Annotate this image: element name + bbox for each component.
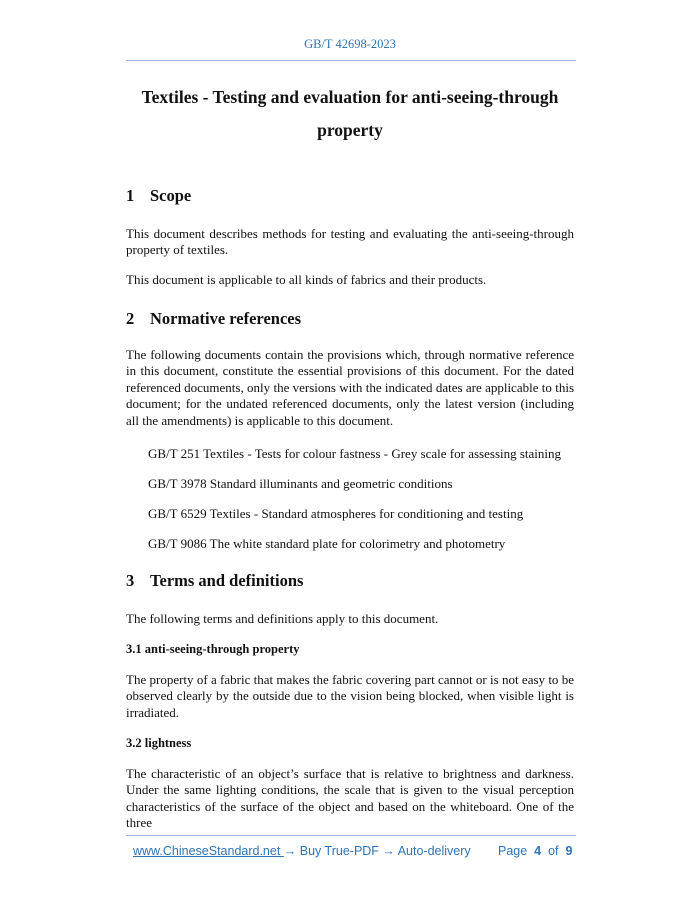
term-heading: 3.2 lightness [126, 736, 192, 750]
header-doc-code: GB/T 42698-2023 [304, 37, 396, 51]
paragraph: This document describes methods for testing and evaluating the anti-seeing-through property of textiles. [126, 226, 574, 258]
term-heading: 3.1 anti-seeing-through property [126, 642, 300, 656]
section-title: Terms and definitions [150, 571, 304, 590]
term-definition: The property of a fabric that makes the fabric covering part cannot or is not easy to be observed clearly by the outside due to the vision being blocked, when visible light is irradiated. [126, 672, 574, 720]
section-heading-terms [126, 571, 574, 591]
page-label: Page [498, 844, 528, 858]
total-pages: 9 [565, 844, 573, 858]
section-heading-normative-references [126, 309, 574, 329]
website-link[interactable]: www.ChineseStandard.net [133, 844, 284, 858]
section-number: 1 [126, 186, 135, 205]
current-page: 4 [534, 844, 542, 858]
footer-promo [133, 844, 471, 858]
section-number: 2 [126, 309, 135, 328]
footer-divider [126, 835, 576, 836]
paragraph: The following terms and definitions apply to this document. [126, 611, 439, 626]
term-definition: The characteristic of an object’s surface that is relative to brightness and darkness. Under the same lighting conditions, the scale that is given to the visual perception characteristics of the surface of the object and based on the whiteboard. One of the three [126, 766, 574, 831]
paragraph: The following documents contain the provisions which, through normative reference in this document, constitute the essential provisions of this document. For the dated referenced documents, only the versions with the indicated dates are applicable to this document; for the undated referenced documents, only the latest version (including all the amendments) is applicable to this document. [126, 347, 574, 428]
section-number: 3 [126, 571, 135, 590]
section-heading-scope [126, 186, 574, 206]
footer-promo-text: → Buy True-PDF → Auto-delivery [283, 844, 471, 858]
page-indicator [498, 844, 572, 858]
of-label: of [548, 844, 559, 858]
reference-item: GB/T 9086 The white standard plate for colorimetry and photometry [148, 536, 506, 551]
header-divider [126, 60, 576, 61]
doc-title-line1: Textiles - Testing and evaluation for anti-seeing-through [141, 87, 559, 107]
reference-item: GB/T 3978 Standard illuminants and geometric conditions [148, 476, 453, 491]
section-title: Scope [150, 186, 192, 205]
section-title: Normative references [150, 309, 302, 328]
reference-item: GB/T 251 Textiles - Tests for colour fastness - Grey scale for assessing staining [148, 446, 562, 461]
paragraph: This document is applicable to all kinds of fabrics and their products. [126, 272, 487, 287]
reference-item: GB/T 6529 Textiles - Standard atmospheres for conditioning and testing [148, 506, 524, 521]
doc-title-line2: property [317, 120, 383, 140]
